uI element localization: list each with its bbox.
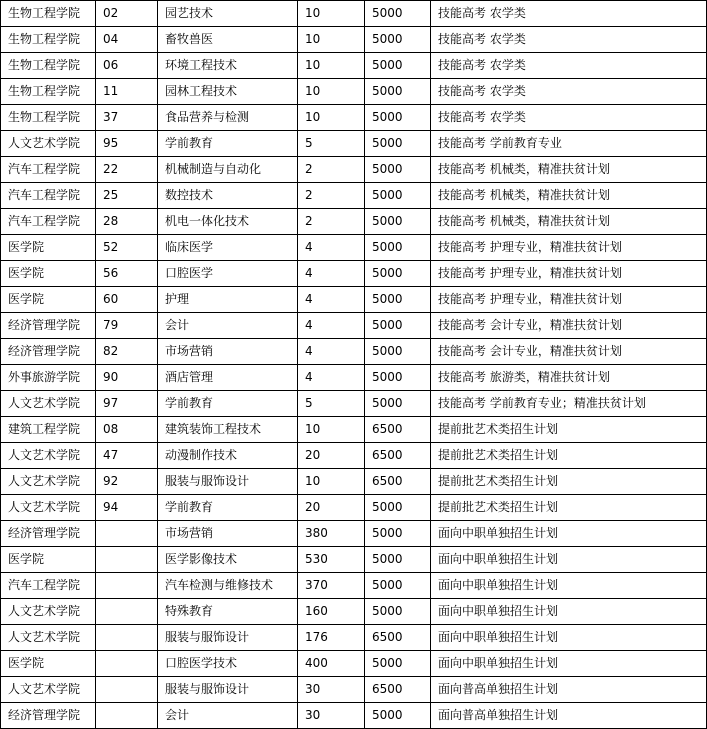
plan-note-cell: 面向中职单独招生计划 — [431, 547, 707, 573]
major-name-cell: 园林工程技术 — [158, 79, 298, 105]
major-code-cell — [96, 703, 158, 729]
quota-cell: 10 — [298, 53, 365, 79]
table-row — [1, 703, 707, 729]
plan-note-cell: 面向中职单独招生计划 — [431, 573, 707, 599]
college-cell: 生物工程学院 — [1, 1, 96, 27]
major-code-cell: 37 — [96, 105, 158, 131]
plan-note-cell: 提前批艺术类招生计划 — [431, 417, 707, 443]
major-name-cell: 机电一体化技术 — [158, 209, 298, 235]
major-name-cell: 动漫制作技术 — [158, 443, 298, 469]
quota-cell: 4 — [298, 235, 365, 261]
plan-note-cell: 技能高考 学前教育专业 — [431, 131, 707, 157]
tuition-cell: 5000 — [365, 495, 431, 521]
quota-cell: 10 — [298, 469, 365, 495]
college-cell: 医学院 — [1, 261, 96, 287]
table-row — [1, 391, 707, 417]
plan-note-cell: 技能高考 会计专业，精准扶贫计划 — [431, 313, 707, 339]
quota-cell: 10 — [298, 27, 365, 53]
major-code-cell: 92 — [96, 469, 158, 495]
college-cell: 汽车工程学院 — [1, 209, 96, 235]
tuition-cell: 5000 — [365, 157, 431, 183]
major-code-cell: 08 — [96, 417, 158, 443]
quota-cell: 2 — [298, 157, 365, 183]
table-row — [1, 469, 707, 495]
major-name-cell: 畜牧兽医 — [158, 27, 298, 53]
tuition-cell: 6500 — [365, 677, 431, 703]
college-cell: 生物工程学院 — [1, 53, 96, 79]
table-row — [1, 677, 707, 703]
major-name-cell: 建筑装饰工程技术 — [158, 417, 298, 443]
table-row — [1, 183, 707, 209]
quota-cell: 4 — [298, 365, 365, 391]
table-row — [1, 157, 707, 183]
major-code-cell: 97 — [96, 391, 158, 417]
quota-cell: 10 — [298, 1, 365, 27]
major-code-cell: 02 — [96, 1, 158, 27]
tuition-cell: 5000 — [365, 1, 431, 27]
major-code-cell — [96, 651, 158, 677]
plan-note-cell: 面向中职单独招生计划 — [431, 651, 707, 677]
major-code-cell: 25 — [96, 183, 158, 209]
major-name-cell: 学前教育 — [158, 131, 298, 157]
tuition-cell: 5000 — [365, 287, 431, 313]
major-code-cell — [96, 573, 158, 599]
tuition-cell: 5000 — [365, 313, 431, 339]
quota-cell: 176 — [298, 625, 365, 651]
tuition-cell: 5000 — [365, 573, 431, 599]
college-cell: 医学院 — [1, 287, 96, 313]
college-cell: 汽车工程学院 — [1, 573, 96, 599]
major-name-cell: 特殊教育 — [158, 599, 298, 625]
college-cell: 汽车工程学院 — [1, 157, 96, 183]
tuition-cell: 6500 — [365, 417, 431, 443]
plan-note-cell: 技能高考 机械类，精准扶贫计划 — [431, 157, 707, 183]
plan-note-cell: 技能高考 机械类，精准扶贫计划 — [431, 209, 707, 235]
table-row — [1, 131, 707, 157]
major-name-cell: 服装与服饰设计 — [158, 677, 298, 703]
college-cell: 生物工程学院 — [1, 27, 96, 53]
major-name-cell: 机械制造与自动化 — [158, 157, 298, 183]
quota-cell: 530 — [298, 547, 365, 573]
tuition-cell: 5000 — [365, 365, 431, 391]
quota-cell: 4 — [298, 339, 365, 365]
quota-cell: 20 — [298, 495, 365, 521]
college-cell: 外事旅游学院 — [1, 365, 96, 391]
college-cell: 人文艺术学院 — [1, 443, 96, 469]
plan-note-cell: 提前批艺术类招生计划 — [431, 469, 707, 495]
major-code-cell: 95 — [96, 131, 158, 157]
major-name-cell: 学前教育 — [158, 495, 298, 521]
college-cell: 人文艺术学院 — [1, 469, 96, 495]
major-name-cell: 市场营销 — [158, 339, 298, 365]
major-code-cell: 82 — [96, 339, 158, 365]
college-cell: 医学院 — [1, 651, 96, 677]
major-code-cell — [96, 599, 158, 625]
plan-note-cell: 提前批艺术类招生计划 — [431, 443, 707, 469]
college-cell: 人文艺术学院 — [1, 677, 96, 703]
table-row — [1, 625, 707, 651]
college-cell: 经济管理学院 — [1, 703, 96, 729]
major-name-cell: 口腔医学 — [158, 261, 298, 287]
major-name-cell: 医学影像技术 — [158, 547, 298, 573]
tuition-cell: 5000 — [365, 235, 431, 261]
table-row — [1, 599, 707, 625]
tuition-cell: 5000 — [365, 521, 431, 547]
tuition-cell: 5000 — [365, 131, 431, 157]
table-row — [1, 287, 707, 313]
college-cell: 医学院 — [1, 235, 96, 261]
tuition-cell: 5000 — [365, 27, 431, 53]
major-name-cell: 数控技术 — [158, 183, 298, 209]
major-name-cell: 环境工程技术 — [158, 53, 298, 79]
table-row — [1, 235, 707, 261]
college-cell: 人文艺术学院 — [1, 391, 96, 417]
quota-cell: 2 — [298, 183, 365, 209]
quota-cell: 4 — [298, 313, 365, 339]
major-code-cell: 47 — [96, 443, 158, 469]
major-name-cell: 口腔医学技术 — [158, 651, 298, 677]
plan-note-cell: 技能高考 农学类 — [431, 79, 707, 105]
major-name-cell: 临床医学 — [158, 235, 298, 261]
table-row — [1, 209, 707, 235]
quota-cell: 370 — [298, 573, 365, 599]
table-row — [1, 651, 707, 677]
major-code-cell: 56 — [96, 261, 158, 287]
tuition-cell: 5000 — [365, 547, 431, 573]
major-code-cell: 04 — [96, 27, 158, 53]
quota-cell: 30 — [298, 677, 365, 703]
major-code-cell — [96, 625, 158, 651]
college-cell: 人文艺术学院 — [1, 495, 96, 521]
plan-note-cell: 技能高考 农学类 — [431, 27, 707, 53]
quota-cell: 20 — [298, 443, 365, 469]
plan-note-cell: 技能高考 农学类 — [431, 105, 707, 131]
tuition-cell: 5000 — [365, 79, 431, 105]
college-cell: 建筑工程学院 — [1, 417, 96, 443]
quota-cell: 10 — [298, 417, 365, 443]
plan-note-cell: 面向中职单独招生计划 — [431, 625, 707, 651]
quota-cell: 2 — [298, 209, 365, 235]
tuition-cell: 5000 — [365, 209, 431, 235]
tuition-cell: 5000 — [365, 105, 431, 131]
quota-cell: 160 — [298, 599, 365, 625]
college-cell: 医学院 — [1, 547, 96, 573]
college-cell: 经济管理学院 — [1, 339, 96, 365]
major-code-cell: 52 — [96, 235, 158, 261]
plan-note-cell: 技能高考 护理专业，精准扶贫计划 — [431, 235, 707, 261]
table-row — [1, 417, 707, 443]
major-code-cell — [96, 547, 158, 573]
college-cell: 人文艺术学院 — [1, 599, 96, 625]
major-code-cell: 11 — [96, 79, 158, 105]
college-cell: 生物工程学院 — [1, 105, 96, 131]
plan-note-cell: 技能高考 护理专业，精准扶贫计划 — [431, 261, 707, 287]
major-name-cell: 护理 — [158, 287, 298, 313]
major-name-cell: 会计 — [158, 313, 298, 339]
college-cell: 汽车工程学院 — [1, 183, 96, 209]
tuition-cell: 5000 — [365, 261, 431, 287]
college-cell: 生物工程学院 — [1, 79, 96, 105]
major-code-cell: 60 — [96, 287, 158, 313]
quota-cell: 380 — [298, 521, 365, 547]
major-code-cell — [96, 677, 158, 703]
plan-note-cell: 技能高考 旅游类，精准扶贫计划 — [431, 365, 707, 391]
table-row — [1, 443, 707, 469]
tuition-cell: 5000 — [365, 599, 431, 625]
plan-note-cell: 面向中职单独招生计划 — [431, 521, 707, 547]
college-cell: 人文艺术学院 — [1, 131, 96, 157]
table-row — [1, 261, 707, 287]
quota-cell: 5 — [298, 391, 365, 417]
major-code-cell: 22 — [96, 157, 158, 183]
tuition-cell: 5000 — [365, 183, 431, 209]
table-row — [1, 573, 707, 599]
college-cell: 经济管理学院 — [1, 521, 96, 547]
table-row — [1, 53, 707, 79]
quota-cell: 30 — [298, 703, 365, 729]
plan-note-cell: 技能高考 农学类 — [431, 1, 707, 27]
table-row — [1, 1, 707, 27]
tuition-cell: 5000 — [365, 53, 431, 79]
major-code-cell: 79 — [96, 313, 158, 339]
major-name-cell: 服装与服饰设计 — [158, 625, 298, 651]
college-cell: 经济管理学院 — [1, 313, 96, 339]
table-row — [1, 105, 707, 131]
table-row — [1, 339, 707, 365]
plan-note-cell: 技能高考 机械类，精准扶贫计划 — [431, 183, 707, 209]
table-row — [1, 27, 707, 53]
major-code-cell: 90 — [96, 365, 158, 391]
quota-cell: 5 — [298, 131, 365, 157]
quota-cell: 10 — [298, 79, 365, 105]
plan-note-cell: 技能高考 农学类 — [431, 53, 707, 79]
tuition-cell: 6500 — [365, 625, 431, 651]
table-row — [1, 313, 707, 339]
tuition-cell: 5000 — [365, 703, 431, 729]
plan-note-cell: 技能高考 学前教育专业；精准扶贫计划 — [431, 391, 707, 417]
major-code-cell — [96, 521, 158, 547]
table-row — [1, 365, 707, 391]
table-body — [1, 1, 707, 729]
tuition-cell: 6500 — [365, 443, 431, 469]
quota-cell: 10 — [298, 105, 365, 131]
table-row — [1, 521, 707, 547]
major-name-cell: 食品营养与检测 — [158, 105, 298, 131]
major-code-cell: 28 — [96, 209, 158, 235]
major-code-cell: 94 — [96, 495, 158, 521]
plan-note-cell: 技能高考 护理专业，精准扶贫计划 — [431, 287, 707, 313]
major-name-cell: 酒店管理 — [158, 365, 298, 391]
table-row — [1, 547, 707, 573]
major-name-cell: 学前教育 — [158, 391, 298, 417]
major-name-cell: 会计 — [158, 703, 298, 729]
plan-note-cell: 面向普高单独招生计划 — [431, 677, 707, 703]
major-code-cell: 06 — [96, 53, 158, 79]
table-row — [1, 79, 707, 105]
major-name-cell: 服装与服饰设计 — [158, 469, 298, 495]
plan-note-cell: 面向普高单独招生计划 — [431, 703, 707, 729]
quota-cell: 4 — [298, 287, 365, 313]
major-name-cell: 园艺技术 — [158, 1, 298, 27]
major-name-cell: 汽车检测与维修技术 — [158, 573, 298, 599]
plan-note-cell: 提前批艺术类招生计划 — [431, 495, 707, 521]
tuition-cell: 5000 — [365, 391, 431, 417]
table-row — [1, 495, 707, 521]
plan-note-cell: 面向中职单独招生计划 — [431, 599, 707, 625]
tuition-cell: 6500 — [365, 469, 431, 495]
tuition-cell: 5000 — [365, 339, 431, 365]
college-cell: 人文艺术学院 — [1, 625, 96, 651]
quota-cell: 400 — [298, 651, 365, 677]
plan-note-cell: 技能高考 会计专业，精准扶贫计划 — [431, 339, 707, 365]
major-name-cell: 市场营销 — [158, 521, 298, 547]
quota-cell: 4 — [298, 261, 365, 287]
tuition-cell: 5000 — [365, 651, 431, 677]
